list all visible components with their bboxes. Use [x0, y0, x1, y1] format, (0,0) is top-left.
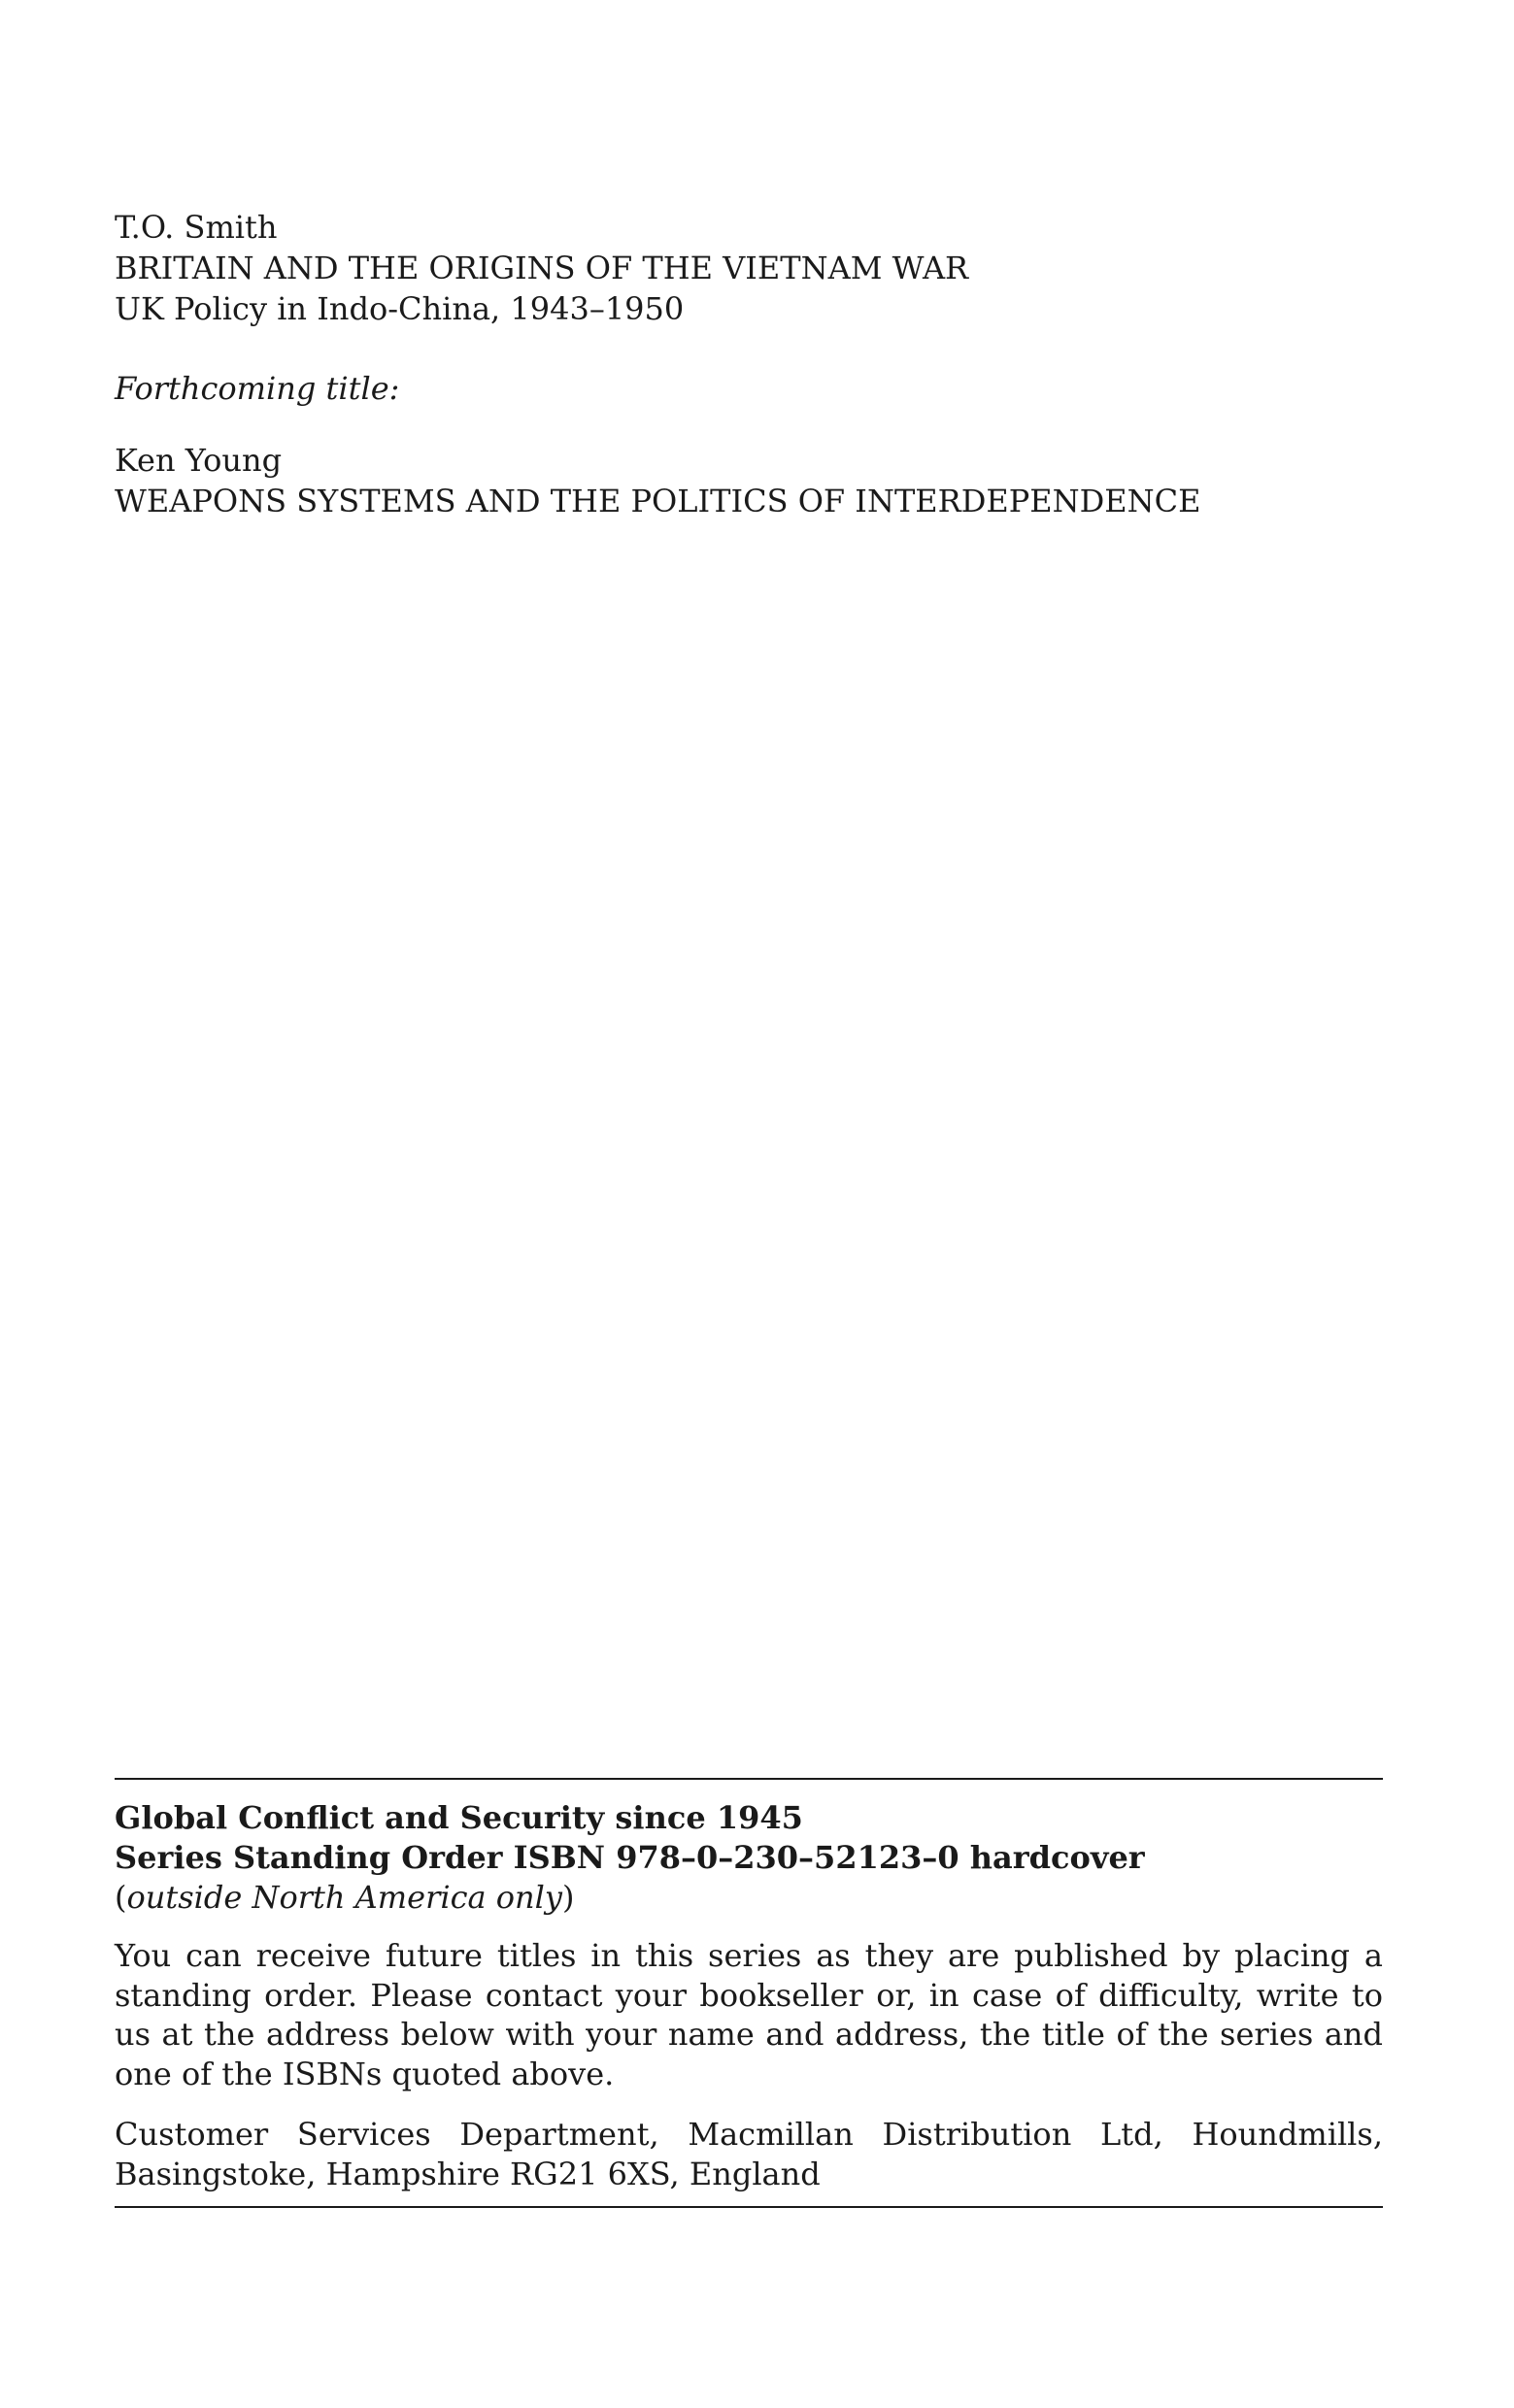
- series-top-rule: [115, 1778, 1383, 1780]
- forthcoming-title: WEAPONS SYSTEMS AND THE POLITICS OF INTERDEPENDENCE: [115, 483, 1201, 519]
- series-address: Customer Services Department, Macmillan Distribution Ltd, Houndmills, Basingstoke, Hampshire RG21 6XS, England: [115, 2116, 1383, 2192]
- title-subtitle: UK Policy in Indo-China, 1943–1950: [115, 290, 685, 327]
- series-description: You can receive future titles in this series as they are published by placing a standing order. Please contact your bookseller or, in case of difficulty, write to us at the address below with your name and address, the title of the series and one of the ISBNs quoted above.: [115, 1937, 1383, 2092]
- title-author: T.O. Smith: [115, 209, 278, 246]
- region-note-text: outside North America only: [126, 1879, 562, 1916]
- series-standing-order: Series Standing Order ISBN 978–0–230–52123–0 hardcover: [115, 1839, 1145, 1876]
- forthcoming-author: Ken Young: [115, 442, 283, 479]
- series-bottom-rule: [115, 2206, 1383, 2208]
- series-name: Global Conflict and Security since 1945: [115, 1799, 803, 1836]
- title-name: BRITAIN AND THE ORIGINS OF THE VIETNAM WAR: [115, 250, 969, 286]
- series-region-note: [115, 1878, 574, 1917]
- region-open-paren: (: [115, 1879, 127, 1916]
- forthcoming-heading: Forthcoming title:: [115, 370, 400, 407]
- region-close-paren: ): [561, 1879, 575, 1916]
